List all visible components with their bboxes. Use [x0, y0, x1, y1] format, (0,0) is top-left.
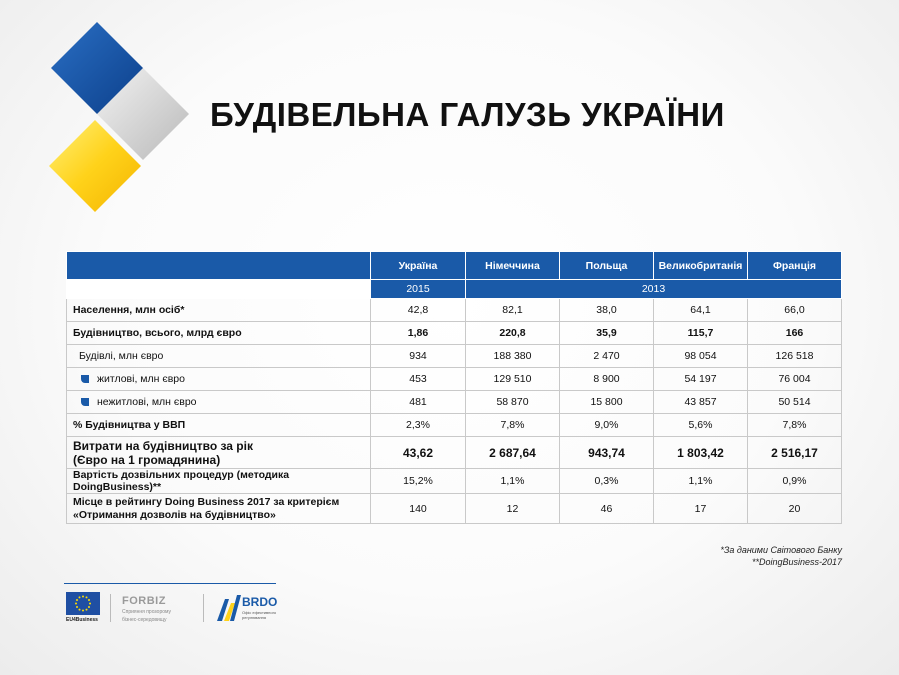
table-row — [67, 469, 842, 494]
row-label-line2: (Євро на 1 громадянина) — [73, 452, 221, 467]
table-cell: 2 516,17 — [748, 437, 842, 469]
table-row — [67, 345, 842, 368]
table-cell: 934 — [371, 345, 466, 368]
table-cell: 188 380 — [466, 345, 560, 368]
table-cell: 15 800 — [560, 391, 654, 414]
table-cell: 126 518 — [748, 345, 842, 368]
table-row — [67, 322, 842, 345]
table-cell: 42,8 — [371, 299, 466, 322]
table-row — [67, 368, 842, 391]
table-cell: 115,7 — [654, 322, 748, 345]
table-cell: 15,2% — [371, 469, 466, 494]
table-header-row — [67, 252, 842, 280]
column-header: Великобританія — [654, 252, 748, 280]
brdo-subtitle-2: регулювання — [242, 615, 267, 620]
table-cell: 943,74 — [560, 437, 654, 469]
table-cell: 38,0 — [560, 299, 654, 322]
table-cell: 1,1% — [654, 469, 748, 494]
table-cell: 58 870 — [466, 391, 560, 414]
table-cell: 66,0 — [748, 299, 842, 322]
row-label: Вартість дозвільних процедур (методика DoingBusiness)** — [67, 469, 371, 494]
construction-stats-table — [66, 251, 842, 524]
table-cell: 453 — [371, 368, 466, 391]
page-title: БУДІВЕЛЬНА ГАЛУЗЬ УКРАЇНИ — [210, 96, 725, 133]
brdo-name: BRDO — [242, 595, 278, 609]
column-header: Польща — [560, 252, 654, 280]
row-label: нежитлові, млн євро — [97, 396, 197, 408]
table-cell: 50 514 — [748, 391, 842, 414]
table-cell: 7,8% — [466, 414, 560, 437]
row-label-cell — [67, 494, 371, 524]
eu4business-label: EU4Business — [66, 617, 98, 623]
column-header: Україна — [371, 252, 466, 280]
year-cell: 2013 — [466, 280, 842, 299]
table-cell: 9,0% — [560, 414, 654, 437]
table-cell: 12 — [466, 494, 560, 524]
year-blank-cell — [67, 280, 371, 299]
table-cell: 1,1% — [466, 469, 560, 494]
header-blank-cell — [67, 252, 371, 280]
table-cell: 82,1 — [466, 299, 560, 322]
table-cell: 2 687,64 — [466, 437, 560, 469]
column-header: Німеччина — [466, 252, 560, 280]
table-cell: 98 054 — [654, 345, 748, 368]
footnote-1: *За даними Світового Банку — [720, 545, 842, 555]
row-label: Населення, млн осіб* — [67, 299, 371, 322]
row-label: Будівництво, всього, млрд євро — [67, 322, 371, 345]
forbiz-subtitle-1: Сприяння прозорому — [122, 609, 172, 615]
table-cell: 2 470 — [560, 345, 654, 368]
row-label: % Будівництва у ВВП — [67, 414, 371, 437]
table-cell: 481 — [371, 391, 466, 414]
table-cell: 2,3% — [371, 414, 466, 437]
table-cell: 20 — [748, 494, 842, 524]
year-cell: 2015 — [371, 280, 466, 299]
forbiz-name: FORBIZ — [122, 595, 166, 607]
table-cell: 5,6% — [654, 414, 748, 437]
table-row — [67, 494, 842, 524]
table-cell: 64,1 — [654, 299, 748, 322]
table-cell: 76 004 — [748, 368, 842, 391]
table-cell: 0,3% — [560, 469, 654, 494]
table-cell: 140 — [371, 494, 466, 524]
table-cell: 7,8% — [748, 414, 842, 437]
column-header: Франція — [748, 252, 842, 280]
eu4business-logo — [66, 592, 100, 623]
brdo-logo — [215, 593, 285, 625]
row-label-line1: Місце в рейтингу Doing Business 2017 за критерієм — [73, 495, 340, 508]
forbiz-logo — [122, 595, 194, 623]
footer-divider — [64, 583, 276, 584]
footnote-2: **DoingBusiness-2017 — [751, 557, 842, 567]
eu-flag-icon — [66, 592, 100, 615]
row-label: житлові, млн євро — [97, 373, 185, 385]
forbiz-subtitle-2: бізнес-середовищу — [122, 617, 167, 623]
row-label-cell — [67, 437, 371, 469]
table-cell: 46 — [560, 494, 654, 524]
table-row — [67, 437, 842, 469]
table-cell: 0,9% — [748, 469, 842, 494]
row-label: Будівлі, млн євро — [67, 345, 371, 368]
table-cell: 1 803,42 — [654, 437, 748, 469]
table-cell: 1,86 — [371, 322, 466, 345]
bullet-icon — [81, 398, 89, 406]
row-label-line1: Витрати на будівництво за рік — [73, 438, 253, 453]
table-row — [67, 299, 842, 322]
table-row — [67, 391, 842, 414]
table-cell: 43,62 — [371, 437, 466, 469]
table-cell: 129 510 — [466, 368, 560, 391]
brdo-mark-icon — [215, 593, 241, 623]
table-cell: 43 857 — [654, 391, 748, 414]
table-cell: 220,8 — [466, 322, 560, 345]
brdo-subtitle-1: Офіс ефективного — [242, 610, 277, 615]
table-cell: 166 — [748, 322, 842, 345]
row-label-cell — [67, 368, 371, 391]
table-row — [67, 414, 842, 437]
logo-separator — [110, 594, 111, 622]
brdo-subtitle — [242, 610, 282, 620]
footnotes — [720, 544, 842, 568]
table-cell: 17 — [654, 494, 748, 524]
table-cell: 8 900 — [560, 368, 654, 391]
row-label-line2: «Отримання дозволів на будівництво» — [73, 508, 276, 521]
table-cell: 54 197 — [654, 368, 748, 391]
row-label-cell — [67, 391, 371, 414]
bullet-icon — [81, 375, 89, 383]
table-cell: 35,9 — [560, 322, 654, 345]
logo-separator — [203, 594, 204, 622]
table-year-row — [67, 280, 842, 299]
corner-logo-shapes — [0, 0, 200, 220]
